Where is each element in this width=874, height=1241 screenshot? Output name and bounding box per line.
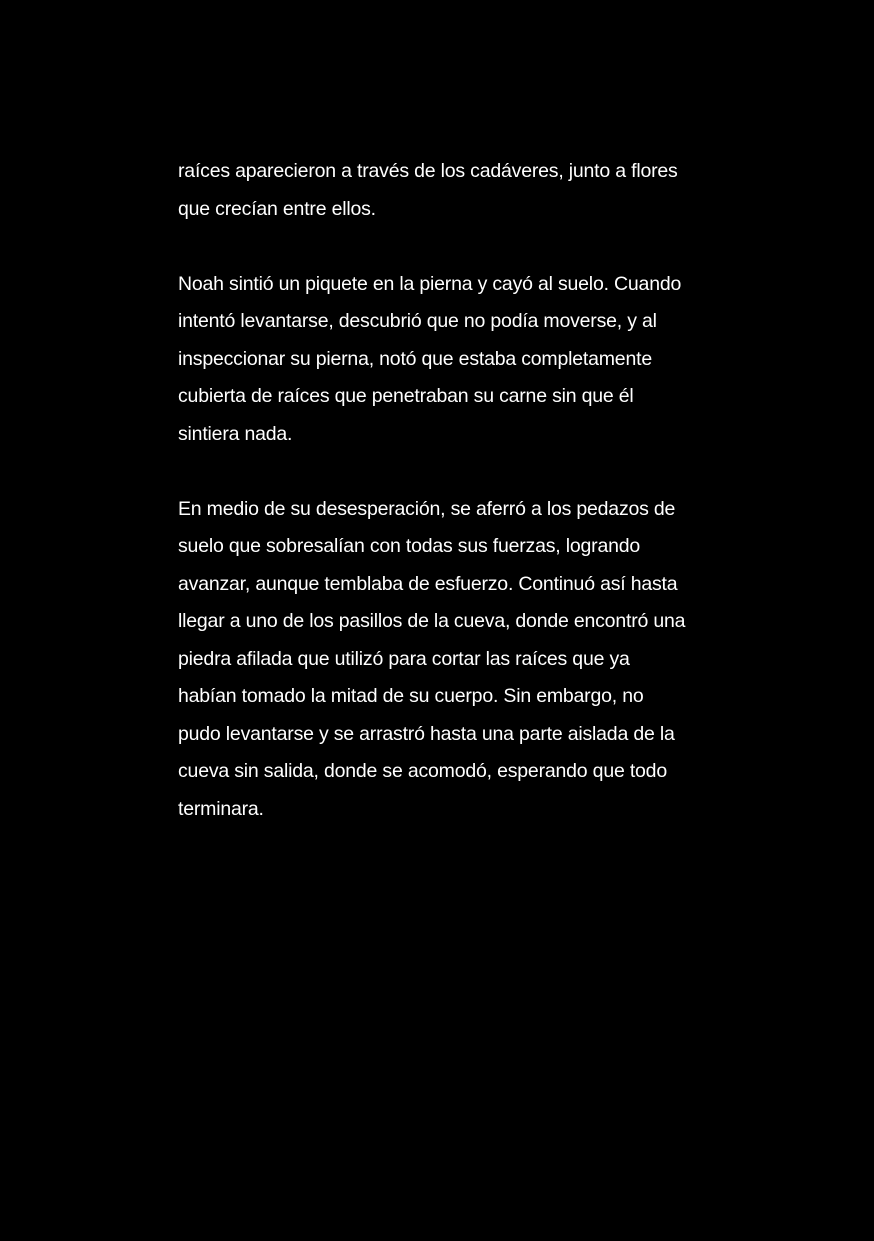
text-line: pudo levantarse y se arrastró hasta una parte aislada de la	[178, 722, 675, 745]
text-line: En medio de su desesperación, se aferró a los pedazos de	[178, 497, 676, 520]
text-line: intentó levantarse, descubrió que no podía moverse, y al	[178, 310, 657, 332]
text-line: raíces aparecieron a través de los cadáveres, junto a flores	[178, 160, 678, 182]
text-line: sintiera nada.	[178, 422, 293, 445]
text-line: cueva sin salida, donde se acomodó, esperando que todo	[178, 760, 667, 782]
paragraph-2	[178, 266, 708, 454]
text-line: habían tomado la mitad de su cuerpo. Sin embargo, no	[178, 685, 644, 707]
text-line: suelo que sobresalían con todas sus fuerzas, logrando	[178, 535, 641, 557]
body-text	[178, 153, 708, 866]
text-line: inspeccionar su pierna, notó que estaba completamente	[178, 347, 652, 370]
text-line: avanzar, aunque temblaba de esfuerzo. Continuó así hasta	[178, 572, 678, 595]
paragraph-1	[178, 153, 708, 228]
text-line: piedra afilada que utilizó para cortar las raíces que ya	[178, 647, 630, 670]
paragraph-3	[178, 491, 708, 829]
text-line: que crecían entre ellos.	[178, 197, 376, 220]
text-line: llegar a uno de los pasillos de la cueva, donde encontró una	[178, 610, 686, 632]
text-line: cubierta de raíces que penetraban su carne sin que él	[178, 385, 634, 407]
text-line: Noah sintió un piquete en la pierna y cayó al suelo. Cuando	[178, 272, 682, 295]
text-line: terminara.	[178, 797, 264, 820]
